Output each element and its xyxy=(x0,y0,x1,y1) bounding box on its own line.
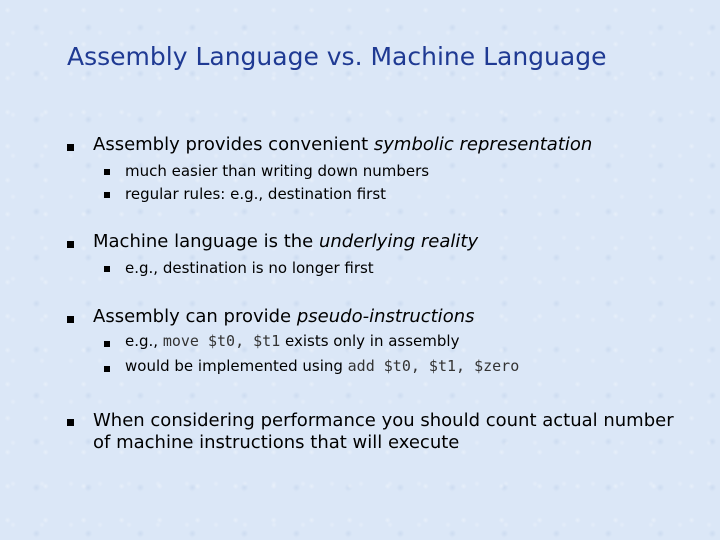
bullet-emphasis: underlying reality xyxy=(318,231,479,252)
bullet-emphasis: symbolic representation xyxy=(373,134,593,155)
sub-bullet-prefix: would be implemented using xyxy=(125,357,348,375)
bullet-emphasis: pseudo-instructions xyxy=(296,306,475,327)
bullet-marker xyxy=(67,144,74,151)
bullet-underlying-reality xyxy=(93,231,478,252)
sub-bullet-marker xyxy=(104,169,110,175)
sub-bullet-destination: e.g., destination is no longer first xyxy=(125,259,374,277)
sub-bullet-suffix: exists only in assembly xyxy=(280,332,460,350)
sub-bullet-marker xyxy=(104,266,110,272)
bullet-marker xyxy=(67,241,74,248)
sub-bullet-marker xyxy=(104,366,110,372)
sub-bullet-move-example xyxy=(125,332,459,350)
bullet-performance-line-1: When considering performance you should count actual number xyxy=(93,410,674,431)
code-move: move $t0, $t1 xyxy=(162,332,281,350)
bullet-text: Machine language is the xyxy=(93,231,319,252)
bullet-performance-line-2: of machine instructions that will execute xyxy=(93,432,460,453)
bullet-symbolic-representation xyxy=(93,134,592,155)
sub-bullet-regular-rules: regular rules: e.g., destination first xyxy=(125,185,387,203)
code-add: add $t0, $t1, $zero xyxy=(347,357,520,375)
slide-title: Assembly Language vs. Machine Language xyxy=(67,42,607,71)
sub-bullet-add-implementation xyxy=(125,357,519,375)
sub-bullet-prefix: e.g., xyxy=(125,332,163,350)
bullet-text: Assembly provides convenient xyxy=(93,134,374,155)
bullet-pseudo-instructions xyxy=(93,306,475,327)
bullet-marker xyxy=(67,316,74,323)
sub-bullet-marker xyxy=(104,341,110,347)
bullet-text: Assembly can provide xyxy=(93,306,297,327)
bullet-marker xyxy=(67,419,74,426)
sub-bullet-easier: much easier than writing down numbers xyxy=(125,162,430,180)
sub-bullet-marker xyxy=(104,192,110,198)
